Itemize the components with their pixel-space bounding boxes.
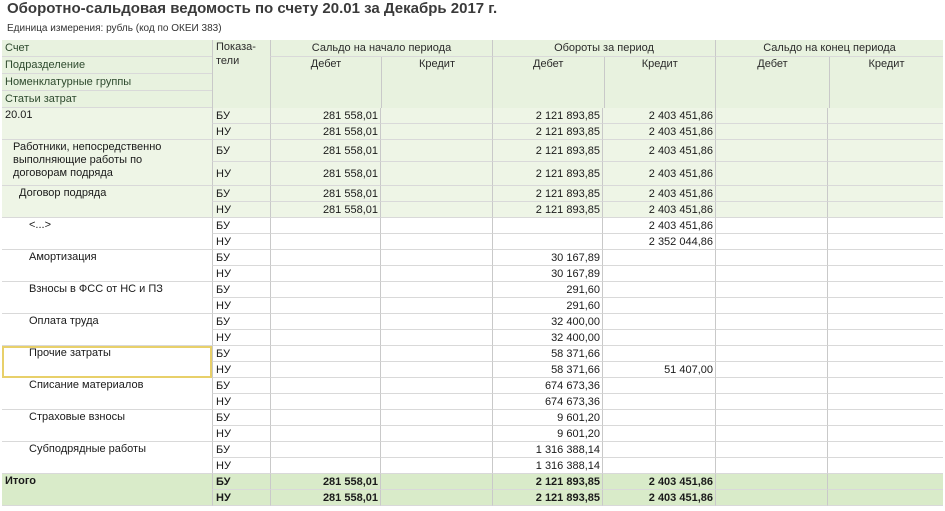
header-opening-balance[interactable]: Сальдо на начало периода — [270, 40, 492, 57]
amount-cell — [827, 218, 943, 234]
amount-cell — [715, 186, 827, 202]
amount-cell — [827, 298, 943, 314]
amount-cell — [270, 330, 380, 346]
amount-cell — [270, 458, 380, 474]
amount-cell — [270, 218, 380, 234]
amount-cell — [715, 218, 827, 234]
amount-cell: 30 167,89 — [492, 250, 602, 266]
amount-cell: 32 400,00 — [492, 314, 602, 330]
amount-cell — [715, 474, 827, 490]
amount-cell: 30 167,89 — [492, 266, 602, 282]
amount-cell — [715, 298, 827, 314]
amount-cell: 281 558,01 — [270, 186, 380, 202]
indicator-cell: НУ — [212, 458, 270, 474]
amount-cell — [602, 298, 715, 314]
amount-cell: 2 403 451,86 — [602, 490, 715, 506]
amount-cell: 281 558,01 — [270, 108, 380, 124]
amount-cell: 291,60 — [492, 298, 602, 314]
amount-cell — [715, 362, 827, 378]
amount-cell — [827, 108, 943, 124]
amount-cell — [715, 234, 827, 250]
amount-cell — [380, 458, 492, 474]
amount-cell — [380, 490, 492, 506]
indicator-cell: БУ — [212, 186, 270, 202]
header-closing-balance-debit[interactable]: Дебет — [715, 57, 829, 108]
amount-cell — [827, 266, 943, 282]
amount-cell — [827, 186, 943, 202]
amount-cell — [827, 314, 943, 330]
indicator-cell: БУ — [212, 250, 270, 266]
amount-cell: 2 121 893,85 — [492, 202, 602, 218]
amount-cell — [715, 442, 827, 458]
amount-cell — [380, 250, 492, 266]
header-indicators[interactable]: Показа- тели — [212, 40, 270, 108]
report-title: Оборотно-сальдовая ведомость по счету 20.01 за Декабрь 2017 г. — [7, 0, 498, 17]
amount-cell — [602, 314, 715, 330]
amount-cell — [380, 314, 492, 330]
amount-cell: 32 400,00 — [492, 330, 602, 346]
row-label[interactable]: Амортизация — [2, 250, 212, 282]
amount-cell — [270, 442, 380, 458]
amount-cell — [715, 378, 827, 394]
header-cost-items[interactable]: Статьи затрат — [2, 91, 212, 108]
amount-cell — [827, 250, 943, 266]
amount-cell — [380, 474, 492, 490]
amount-cell — [270, 282, 380, 298]
amount-cell — [380, 124, 492, 140]
header-nomenclature-groups[interactable]: Номенклатурные группы — [2, 74, 212, 91]
amount-cell — [380, 426, 492, 442]
amount-cell: 281 558,01 — [270, 474, 380, 490]
amount-cell — [715, 108, 827, 124]
header-closing-balance[interactable]: Сальдо на конец периода — [715, 40, 943, 57]
indicator-cell: НУ — [212, 394, 270, 410]
indicator-cell: БУ — [212, 378, 270, 394]
amount-cell — [715, 426, 827, 442]
amount-cell — [380, 362, 492, 378]
amount-cell: 674 673,36 — [492, 394, 602, 410]
header-subdivision[interactable]: Подразделение — [2, 57, 212, 74]
header-turnover-debit[interactable]: Дебет — [492, 57, 604, 108]
amount-cell: 281 558,01 — [270, 490, 380, 506]
amount-cell — [827, 490, 943, 506]
amount-cell: 51 407,00 — [602, 362, 715, 378]
amount-cell — [827, 474, 943, 490]
amount-cell: 58 371,66 — [492, 362, 602, 378]
indicator-cell: БУ — [212, 346, 270, 362]
amount-cell: 2 403 451,86 — [602, 124, 715, 140]
header-turnover-credit[interactable]: Кредит — [604, 57, 716, 108]
amount-cell — [380, 140, 492, 162]
amount-cell — [715, 250, 827, 266]
indicator-cell: НУ — [212, 202, 270, 218]
amount-cell — [380, 282, 492, 298]
row-label[interactable]: 20.01 — [2, 108, 212, 140]
amount-cell — [380, 330, 492, 346]
amount-cell — [827, 378, 943, 394]
indicator-cell: БУ — [212, 474, 270, 490]
indicator-cell: БУ — [212, 108, 270, 124]
header-opening-balance-credit[interactable]: Кредит — [381, 57, 492, 108]
amount-cell — [602, 346, 715, 362]
amount-cell: 281 558,01 — [270, 124, 380, 140]
amount-cell: 291,60 — [492, 282, 602, 298]
amount-cell: 1 316 388,14 — [492, 442, 602, 458]
amount-cell — [270, 298, 380, 314]
amount-cell — [270, 234, 380, 250]
amount-cell: 2 352 044,86 — [602, 234, 715, 250]
indicator-cell: БУ — [212, 140, 270, 162]
amount-cell — [380, 410, 492, 426]
amount-cell — [270, 266, 380, 282]
amount-cell — [827, 124, 943, 140]
amount-cell: 2 403 451,86 — [602, 186, 715, 202]
amount-cell — [380, 394, 492, 410]
row-label[interactable]: Работники, непосредственно выполняющие работы по договорам подряда — [2, 140, 212, 186]
amount-cell — [827, 282, 943, 298]
amount-cell: 2 403 451,86 — [602, 108, 715, 124]
amount-cell — [602, 378, 715, 394]
amount-cell — [827, 202, 943, 218]
indicator-cell: НУ — [212, 426, 270, 442]
amount-cell — [602, 458, 715, 474]
amount-cell — [602, 394, 715, 410]
amount-cell — [602, 282, 715, 298]
amount-cell — [827, 162, 943, 186]
amount-cell — [715, 124, 827, 140]
row-label[interactable]: Списание материалов — [2, 378, 212, 410]
amount-cell — [827, 330, 943, 346]
indicator-cell: НУ — [212, 362, 270, 378]
amount-cell — [827, 410, 943, 426]
header-closing-balance-credit[interactable]: Кредит — [829, 57, 943, 108]
indicator-cell: НУ — [212, 490, 270, 506]
amount-cell — [380, 346, 492, 362]
amount-cell — [380, 266, 492, 282]
amount-cell — [270, 426, 380, 442]
row-label[interactable]: Субподрядные работы — [2, 442, 212, 474]
amount-cell: 2 403 451,86 — [602, 202, 715, 218]
amount-cell — [602, 426, 715, 442]
amount-cell: 2 121 893,85 — [492, 140, 602, 162]
amount-cell — [270, 378, 380, 394]
units-label: Единица измерения: рубль (код по ОКЕИ 383) — [7, 23, 222, 34]
amount-cell — [380, 298, 492, 314]
row-label[interactable]: Страховые взносы — [2, 410, 212, 442]
amount-cell — [602, 442, 715, 458]
amount-cell — [827, 442, 943, 458]
amount-cell — [715, 162, 827, 186]
amount-cell — [827, 426, 943, 442]
amount-cell — [827, 362, 943, 378]
amount-cell — [827, 346, 943, 362]
amount-cell — [715, 282, 827, 298]
row-label[interactable]: <...> — [2, 218, 212, 250]
amount-cell — [380, 218, 492, 234]
row-label[interactable]: Оплата труда — [2, 314, 212, 346]
amount-cell: 2 121 893,85 — [492, 474, 602, 490]
amount-cell — [270, 346, 380, 362]
amount-cell — [270, 410, 380, 426]
amount-cell — [715, 140, 827, 162]
amount-cell: 9 601,20 — [492, 426, 602, 442]
indicator-cell: НУ — [212, 266, 270, 282]
amount-cell: 2 403 451,86 — [602, 140, 715, 162]
header-account[interactable]: Счет — [2, 40, 212, 57]
amount-cell: 2 403 451,86 — [602, 474, 715, 490]
amount-cell: 2 121 893,85 — [492, 490, 602, 506]
row-label[interactable]: Договор подряда — [2, 186, 212, 218]
amount-cell — [492, 234, 602, 250]
amount-cell — [270, 250, 380, 266]
amount-cell — [380, 442, 492, 458]
amount-cell — [270, 394, 380, 410]
amount-cell: 58 371,66 — [492, 346, 602, 362]
amount-cell — [380, 202, 492, 218]
amount-cell: 281 558,01 — [270, 162, 380, 186]
row-label[interactable]: Взносы в ФСС от НС и ПЗ — [2, 282, 212, 314]
amount-cell: 2 403 451,86 — [602, 218, 715, 234]
amount-cell — [380, 108, 492, 124]
amount-cell — [380, 186, 492, 202]
amount-cell: 2 121 893,85 — [492, 108, 602, 124]
report-table — [2, 40, 943, 510]
amount-cell — [602, 250, 715, 266]
amount-cell — [602, 266, 715, 282]
amount-cell — [715, 410, 827, 426]
amount-cell — [827, 458, 943, 474]
amount-cell — [715, 346, 827, 362]
amount-cell: 1 316 388,14 — [492, 458, 602, 474]
row-label[interactable]: Прочие затраты — [2, 346, 212, 378]
header-opening-balance-debit[interactable]: Дебет — [270, 57, 381, 108]
indicator-cell: НУ — [212, 298, 270, 314]
indicator-cell: БУ — [212, 282, 270, 298]
amount-cell — [715, 330, 827, 346]
amount-cell — [827, 394, 943, 410]
amount-cell: 674 673,36 — [492, 378, 602, 394]
amount-cell — [827, 140, 943, 162]
amount-cell — [270, 362, 380, 378]
amount-cell: 2 121 893,85 — [492, 162, 602, 186]
amount-cell — [602, 410, 715, 426]
header-turnover[interactable]: Обороты за период — [492, 40, 715, 57]
amount-cell — [715, 314, 827, 330]
amount-cell — [380, 162, 492, 186]
amount-cell: 2 121 893,85 — [492, 186, 602, 202]
amount-cell: 281 558,01 — [270, 140, 380, 162]
indicator-cell: БУ — [212, 314, 270, 330]
indicator-cell: НУ — [212, 162, 270, 186]
amount-cell: 2 121 893,85 — [492, 124, 602, 140]
amount-cell — [492, 218, 602, 234]
amount-cell — [715, 202, 827, 218]
indicator-cell: БУ — [212, 410, 270, 426]
amount-cell — [827, 234, 943, 250]
amount-cell — [715, 266, 827, 282]
amount-cell — [602, 330, 715, 346]
indicator-cell: НУ — [212, 234, 270, 250]
amount-cell — [380, 378, 492, 394]
total-row-label[interactable]: Итого — [2, 474, 212, 506]
amount-cell — [715, 394, 827, 410]
indicator-cell: БУ — [212, 442, 270, 458]
amount-cell — [380, 234, 492, 250]
amount-cell: 281 558,01 — [270, 202, 380, 218]
amount-cell — [715, 490, 827, 506]
indicator-cell: НУ — [212, 330, 270, 346]
amount-cell — [270, 314, 380, 330]
amount-cell — [715, 458, 827, 474]
indicator-cell: НУ — [212, 124, 270, 140]
indicator-cell: БУ — [212, 218, 270, 234]
amount-cell: 2 403 451,86 — [602, 162, 715, 186]
amount-cell: 9 601,20 — [492, 410, 602, 426]
